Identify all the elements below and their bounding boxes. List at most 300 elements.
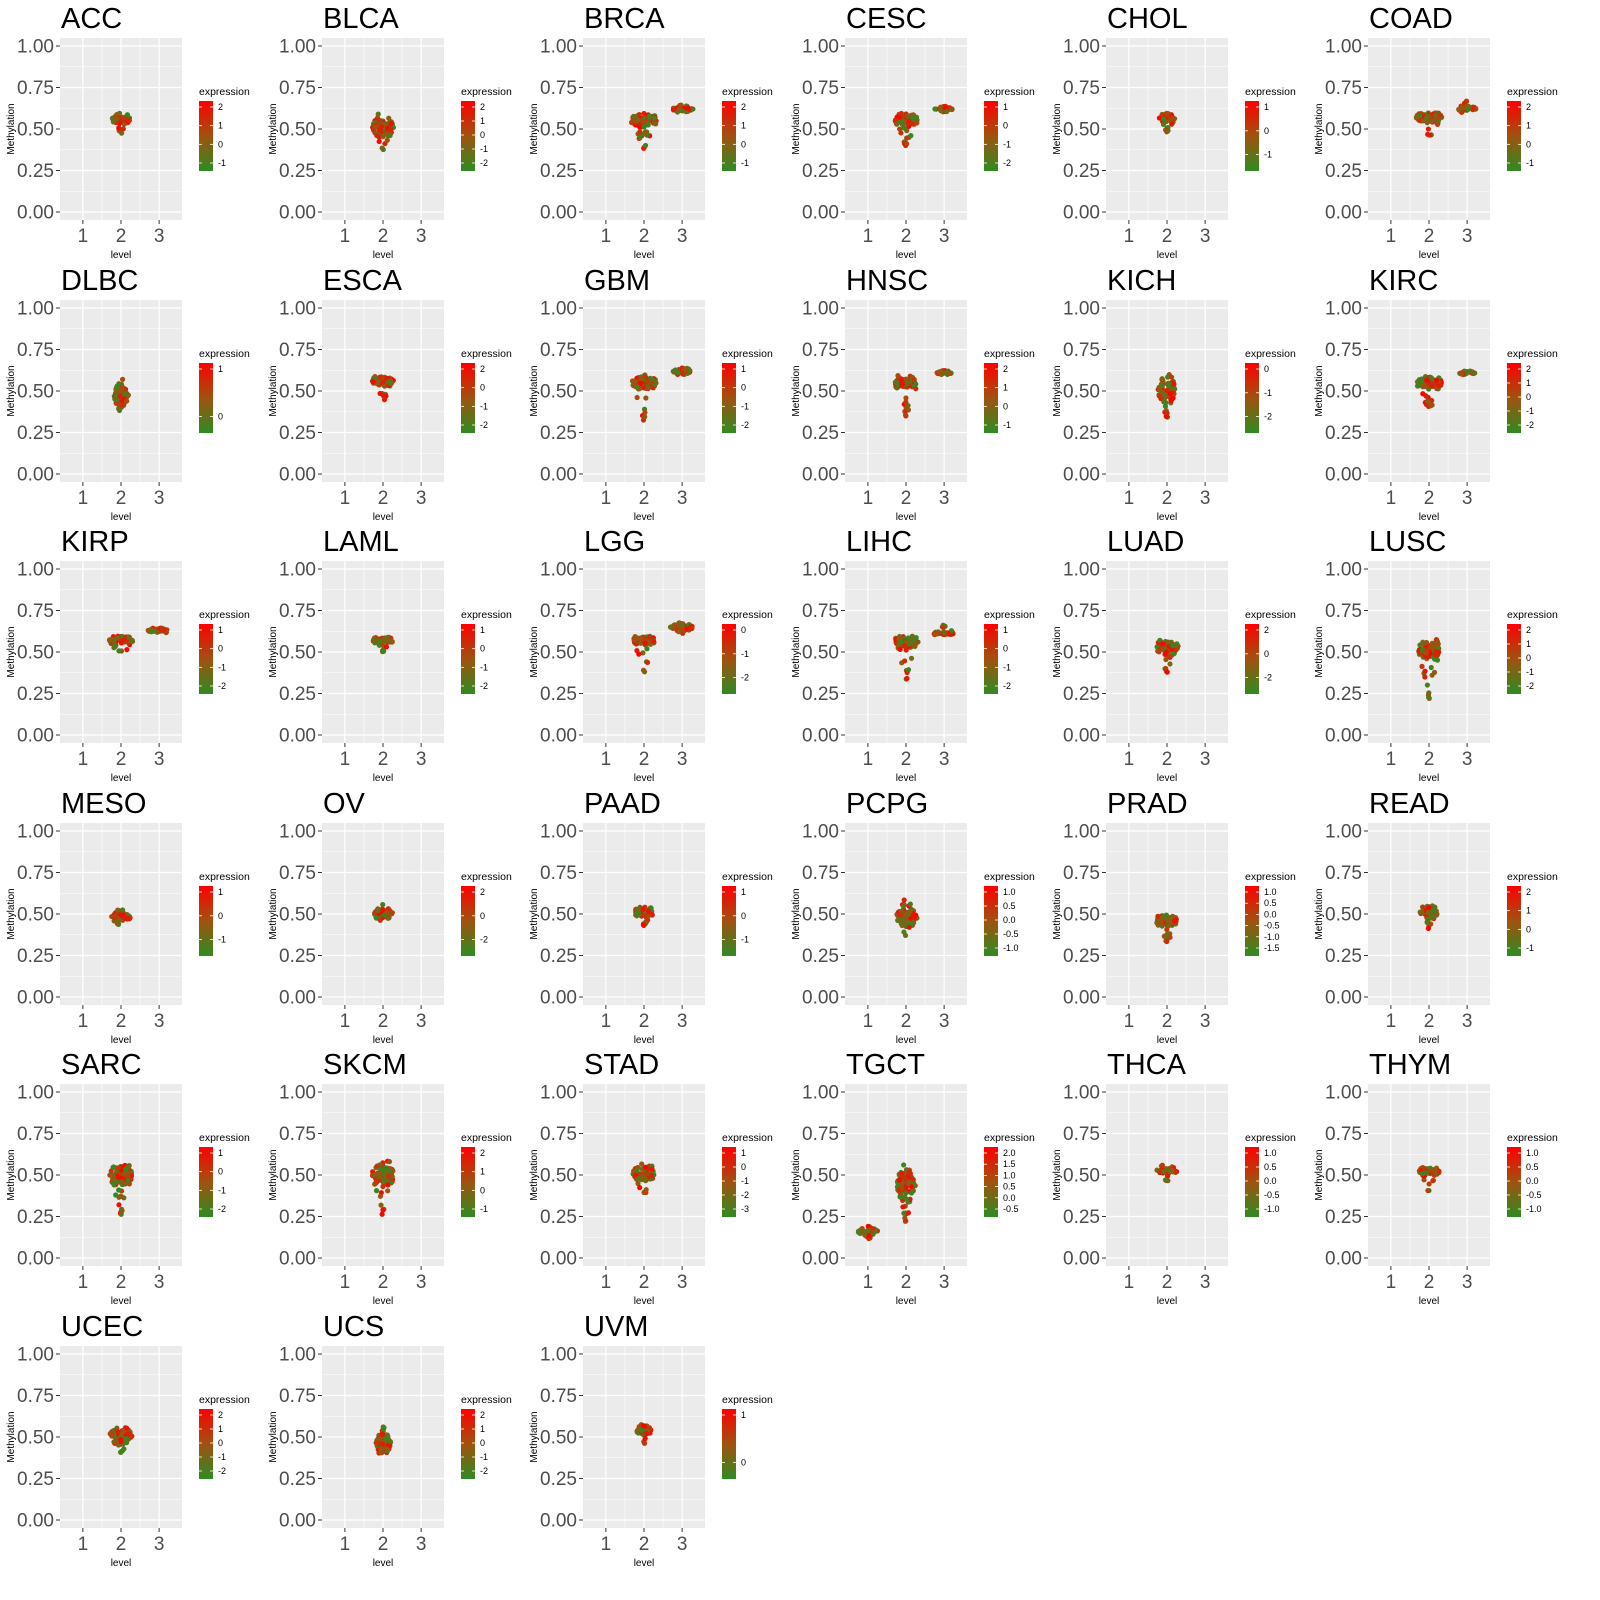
x-tick-label: 1 [600,1272,612,1293]
chart-svg [0,523,268,791]
y-tick-label: 0.75 [1325,340,1362,361]
data-point [643,129,648,134]
x-tick-label: 2 [377,749,389,770]
data-point [905,381,910,386]
legend-title: expression [199,871,250,883]
data-point [110,1176,115,1181]
legend-tick-label: -1.0 [1264,1204,1280,1214]
x-axis-label: level [372,1035,394,1046]
legend-tick-label: 2.0 [1003,1148,1016,1158]
y-tick-label: 0.50 [17,119,54,141]
x-axis-label: level [1156,1035,1178,1046]
y-tick-label: 0.75 [1325,863,1362,884]
chart-svg [262,262,530,530]
data-point [149,629,154,634]
x-tick-label: 3 [415,1534,427,1555]
chart-panel-lusc [1308,523,1576,791]
data-point [899,111,904,116]
y-tick-label: 0.00 [17,1510,54,1532]
legend-tick-label: 0.0 [1264,1176,1277,1186]
data-point [1414,115,1419,120]
x-tick-label: 2 [115,749,127,770]
x-axis-label: level [1156,1296,1178,1307]
legend-tick-label: 2 [480,1148,486,1158]
y-tick-label: 0.75 [279,601,316,622]
legend-colorbar [199,1147,213,1217]
legend-colorbar [1245,1147,1259,1217]
legend-tick-label: 0 [1526,924,1532,935]
legend-tick-label: 0 [1003,120,1009,131]
chart-svg [523,1046,791,1314]
chart-panel-blca [262,0,530,268]
data-point [384,1435,389,1440]
data-point [898,647,903,652]
data-point [947,371,952,376]
data-point [633,379,638,384]
legend-tick-label: -1 [218,662,227,673]
legend-tick-label: -0.5 [1264,920,1280,931]
data-point [384,644,389,649]
legend-title: expression [199,1132,250,1144]
data-point [906,635,911,640]
data-point [386,915,391,920]
x-tick-label: 3 [153,488,165,509]
legend-colorbar [199,101,213,171]
legend-colorbar [1507,1147,1521,1217]
y-tick-label: 1.00 [17,1082,54,1104]
data-point [902,658,907,663]
y-tick-label: 0.50 [1063,119,1100,141]
data-point [109,637,114,642]
x-tick-label: 2 [638,749,650,770]
chart-panel-chol [1046,0,1314,268]
legend-tick-label: 1.0 [1264,1148,1277,1158]
legend-title: expression [984,86,1035,98]
y-tick-label: 1.00 [17,298,54,320]
legend-tick-label: 1 [1526,378,1532,388]
data-point [901,1211,906,1216]
data-point [1470,107,1475,112]
y-tick-label: 0.25 [17,684,54,705]
y-tick-label: 0.25 [17,161,54,182]
data-point [117,394,122,399]
data-point [907,925,912,930]
legend-title: expression [1507,609,1558,621]
x-axis-label: level [633,250,655,261]
legend-tick-label: 0 [741,139,747,150]
legend-title: expression [1507,871,1558,883]
legend-title: expression [1245,871,1296,883]
y-tick-label: 1.00 [17,559,54,581]
x-tick-label: 3 [415,488,427,509]
chart-svg [785,1046,1053,1314]
data-point [1159,383,1164,388]
data-point [632,637,637,642]
chart-panel-paad [523,785,791,1053]
data-point [1159,920,1164,925]
data-point [1431,1178,1436,1183]
data-point [373,124,378,129]
legend-colorbar [722,886,736,956]
x-axis-label: level [633,512,655,523]
legend-tick-label: -3 [741,1204,750,1214]
chart-panel-kirc [1308,262,1576,530]
data-point [1426,114,1431,119]
y-axis-label: Methylation [268,1149,279,1201]
chart-title: TGCT [846,1049,925,1081]
y-tick-label: 0.00 [279,987,316,1009]
data-point [112,1182,117,1187]
legend-tick-label: 0.5 [1003,901,1016,911]
legend-tick-label: -2 [1264,672,1273,683]
data-point [378,1194,383,1199]
data-point [1424,378,1429,383]
legend-tick-label: 2 [1526,364,1532,374]
x-tick-label: 1 [1123,1011,1135,1032]
chart-title: HNSC [846,265,929,297]
data-point [1426,910,1431,915]
y-tick-label: 0.50 [1325,1165,1362,1187]
y-tick-label: 1.00 [540,1344,577,1366]
x-tick-label: 3 [415,1011,427,1032]
data-point [645,378,650,383]
chart-title: THCA [1107,1049,1186,1081]
x-tick-label: 2 [900,1272,912,1293]
data-point [380,1432,385,1437]
x-tick-label: 2 [1161,488,1173,509]
data-point [1425,1188,1430,1193]
data-point [907,909,912,914]
legend-tick-label: 0.0 [1003,1192,1016,1203]
y-tick-label: 0.25 [279,1207,316,1228]
data-point [897,126,902,131]
x-tick-label: 3 [1461,226,1473,247]
chart-svg [785,785,1053,1053]
data-point [113,1192,118,1197]
y-axis-label: Methylation [529,1149,540,1201]
y-tick-label: 1.00 [279,1344,316,1366]
legend-tick-label: -2 [480,420,489,430]
x-axis-label: level [895,512,917,523]
y-tick-label: 1.00 [1063,821,1100,843]
y-axis-label: Methylation [1052,365,1063,417]
legend-tick-label: 1 [218,1424,224,1434]
legend-tick-label: 1 [218,120,224,131]
chart-svg [262,785,530,1053]
legend-tick-label: -2 [480,934,489,945]
y-axis-label: Methylation [1052,626,1063,678]
legend-colorbar [1245,363,1259,433]
legend-tick-label: -1 [1526,158,1535,168]
x-axis-label: level [372,250,394,261]
chart-svg [523,1308,791,1576]
y-tick-label: 0.50 [279,642,316,664]
x-tick-label: 3 [153,1272,165,1293]
legend-tick-label: 1.0 [1264,887,1277,897]
legend-title: expression [1507,1132,1558,1144]
data-point [377,139,382,144]
x-tick-label: 1 [77,1272,89,1293]
data-point [1420,391,1425,396]
data-point [113,644,118,649]
legend-colorbar [461,101,475,171]
chart-svg [262,1046,530,1314]
data-point [1426,126,1431,131]
data-point [1164,927,1169,932]
legend-tick-label: -1 [1003,662,1012,673]
data-point [1161,122,1166,127]
data-point [903,395,908,400]
data-point [378,918,383,923]
x-tick-label: 2 [638,1272,650,1293]
legend-tick-label: 2 [1264,625,1270,635]
x-tick-label: 2 [377,226,389,247]
legend-tick-label: 0.5 [1264,1162,1277,1172]
y-tick-label: 0.25 [279,946,316,967]
y-axis-label: Methylation [6,103,17,155]
chart-title: DLBC [61,265,139,297]
data-point [1424,640,1429,645]
data-point [904,405,909,410]
chart-title: LGG [584,526,646,558]
data-point [645,660,650,665]
y-tick-label: 0.50 [802,1165,839,1187]
data-point [645,385,650,390]
legend-tick-label: 1 [1526,905,1532,916]
y-tick-label: 0.00 [1063,725,1100,747]
legend-colorbar [1507,624,1521,694]
data-point [1164,650,1169,655]
y-axis-label: Methylation [529,888,540,940]
y-tick-label: 0.75 [1063,78,1100,99]
data-point [906,1210,911,1215]
y-tick-label: 0.75 [279,1386,316,1407]
legend-tick-label: 0 [218,1166,224,1177]
y-tick-label: 0.50 [279,381,316,403]
legend-tick-label: -1 [741,401,750,412]
y-tick-label: 0.50 [17,1427,54,1449]
legend-colorbar [461,1409,475,1479]
x-axis-label: level [895,1296,917,1307]
data-point [1429,673,1434,678]
chart-panel-read [1308,785,1576,1053]
data-point [904,128,909,133]
chart-panel-ov [262,785,530,1053]
chart-svg [523,523,791,791]
legend-tick-label: -1 [480,662,489,673]
legend-tick-label: -2 [741,1190,750,1200]
chart-title: SARC [61,1049,142,1081]
legend-tick-label: -2 [218,681,227,691]
legend-tick-label: 0 [218,1438,224,1448]
legend-tick-label: -1.5 [1264,943,1280,953]
y-tick-label: 0.25 [1325,161,1362,182]
data-point [932,106,937,111]
legend-tick-label: 2 [480,102,486,112]
chart-svg [1046,523,1314,791]
data-point [637,129,642,134]
data-point [642,1441,647,1446]
chart-panel-hnsc [785,262,1053,530]
legend-tick-label: 0 [741,1162,747,1172]
y-axis-label: Methylation [6,1411,17,1463]
data-point [125,916,130,921]
legend-tick-label: 2 [1526,625,1532,635]
x-axis-label: level [633,1035,655,1046]
legend-colorbar [722,1409,736,1479]
y-tick-label: 1.00 [1325,36,1362,58]
y-tick-label: 0.75 [802,78,839,99]
y-tick-label: 1.00 [802,36,839,58]
y-axis-label: Methylation [791,103,802,155]
legend-tick-label: -1 [741,1176,750,1186]
y-axis-label: Methylation [6,626,17,678]
legend-tick-label: 0.5 [1264,898,1277,909]
data-point [687,368,692,373]
data-point [1167,661,1172,666]
y-tick-label: 0.50 [1325,381,1362,403]
y-tick-label: 0.50 [17,642,54,664]
y-tick-label: 1.00 [802,1082,839,1104]
legend-tick-label: -0.5 [1003,929,1019,939]
chart-title: OV [323,788,365,820]
x-tick-label: 1 [600,1534,612,1555]
data-point [381,649,386,654]
x-axis-label: level [633,1558,655,1569]
data-point [898,639,903,644]
chart-title: LUAD [1107,526,1185,558]
data-point [668,625,673,630]
data-point [374,1440,379,1445]
data-point [1166,916,1171,921]
data-point [1436,115,1441,120]
x-axis-label: level [110,1035,132,1046]
y-tick-label: 1.00 [540,821,577,843]
y-tick-label: 0.00 [17,202,54,224]
x-axis-label: level [895,250,917,261]
chart-panel-tgct [785,1046,1053,1314]
data-point [908,902,913,907]
chart-panel-stad [523,1046,791,1314]
data-point [895,373,900,378]
y-tick-label: 0.50 [1325,904,1362,926]
x-tick-label: 1 [77,749,89,770]
legend-tick-label: -1 [1003,139,1012,150]
x-tick-label: 2 [638,226,650,247]
y-tick-label: 0.75 [1063,863,1100,884]
data-point [115,635,120,640]
y-tick-label: 1.00 [17,821,54,843]
y-axis-label: Methylation [1314,103,1325,155]
y-tick-label: 0.25 [17,1469,54,1490]
y-tick-label: 0.50 [1063,904,1100,926]
y-tick-label: 0.25 [540,161,577,182]
legend-tick-label: 1.5 [1003,1159,1016,1170]
data-point [651,639,656,644]
chart-title: KIRC [1369,265,1439,297]
y-axis-label: Methylation [1314,626,1325,678]
data-point [124,398,129,403]
data-point [675,370,680,375]
data-point [1165,128,1170,133]
data-point [155,630,160,635]
x-tick-label: 2 [1161,226,1173,247]
legend-tick-label: 1 [218,887,224,897]
legend-tick-label: -1 [480,401,489,412]
legend-tick-label: 1.0 [1003,887,1016,897]
y-tick-label: 0.50 [540,1427,577,1449]
x-tick-label: 2 [115,1011,127,1032]
data-point [903,933,908,938]
data-point [1166,383,1171,388]
data-point [383,1166,388,1171]
y-tick-label: 0.75 [279,78,316,99]
legend-title: expression [199,86,250,98]
data-point [903,376,908,381]
x-tick-label: 2 [377,1272,389,1293]
data-point [1164,388,1169,393]
legend-tick-label: 2 [480,1410,486,1420]
y-tick-label: 0.75 [279,340,316,361]
y-tick-label: 1.00 [17,1344,54,1366]
data-point [1429,665,1434,670]
y-tick-label: 1.00 [279,559,316,581]
chart-svg [0,1046,268,1314]
y-axis-label: Methylation [529,103,540,155]
legend-tick-label: 0 [741,625,747,635]
data-point [380,146,385,151]
y-tick-label: 0.50 [540,904,577,926]
chart-title: GBM [584,265,651,297]
legend-tick-label: -2 [218,1466,227,1476]
x-axis-label: level [372,512,394,523]
x-tick-label: 1 [339,749,351,770]
y-tick-label: 0.25 [802,946,839,967]
data-point [637,1185,642,1190]
data-point [912,377,917,382]
legend-tick-label: -1 [218,1185,227,1196]
x-tick-label: 1 [1123,226,1135,247]
data-point [1172,919,1177,924]
chart-title: UCS [323,1311,385,1343]
y-tick-label: 0.25 [279,1469,316,1490]
x-tick-label: 2 [638,488,650,509]
y-tick-label: 0.00 [802,202,839,224]
y-tick-label: 0.00 [17,725,54,747]
data-point [374,1179,379,1184]
legend-colorbar [199,886,213,956]
data-point [637,125,642,130]
y-tick-label: 0.25 [1325,423,1362,444]
x-tick-label: 2 [1423,749,1435,770]
y-tick-label: 0.00 [279,1248,316,1270]
data-point [643,1165,648,1170]
y-axis-label: Methylation [1052,1149,1063,1201]
x-tick-label: 1 [1123,1272,1135,1293]
data-point [1419,664,1424,669]
x-tick-label: 2 [900,226,912,247]
data-point [111,1164,116,1169]
data-point [1422,674,1427,679]
y-tick-label: 0.25 [802,423,839,444]
x-tick-label: 1 [1385,226,1397,247]
x-tick-label: 3 [1199,488,1211,509]
legend-tick-label: -1 [480,1452,489,1462]
legend-title: expression [1245,86,1296,98]
data-point [125,1165,130,1170]
x-tick-label: 2 [638,1011,650,1032]
data-point [1426,400,1431,405]
